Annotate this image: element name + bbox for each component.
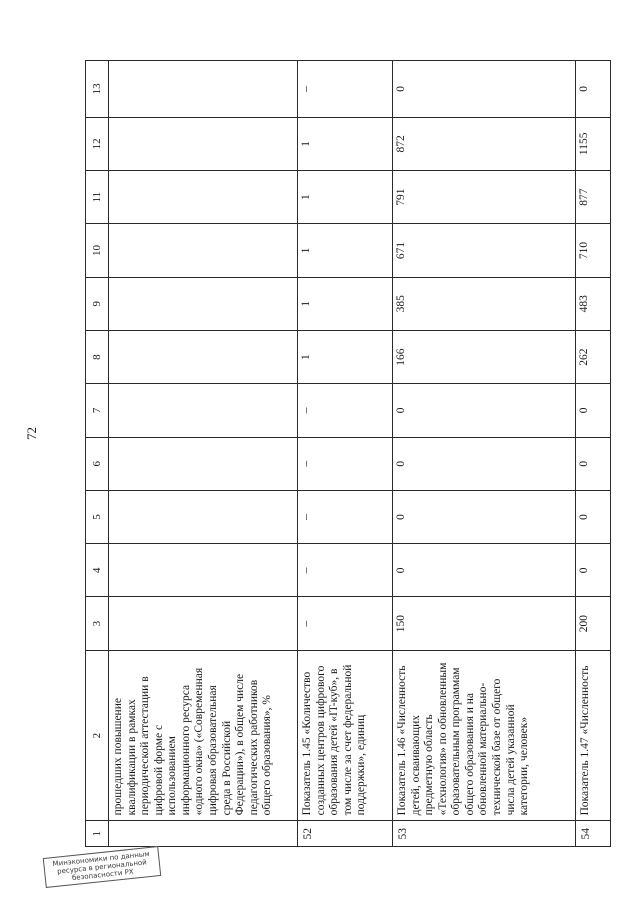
header-cell: 13	[86, 61, 109, 118]
indicator-description: Показатель 1.47 «Численность	[576, 650, 611, 821]
value-cell: 1	[298, 330, 393, 383]
header-cell: 11	[86, 170, 109, 223]
value-cell: 791	[393, 170, 576, 223]
header-cell: 6	[86, 437, 109, 490]
value-cell: 150	[393, 597, 576, 650]
value-cell: 200	[576, 597, 611, 650]
value-cell: 872	[393, 117, 576, 170]
header-cell: 1	[86, 821, 109, 847]
value-cell: –	[298, 544, 393, 597]
page-number: 72	[24, 427, 39, 440]
header-cell: 5	[86, 490, 109, 543]
value-cell: 1	[298, 117, 393, 170]
value-cell: 483	[576, 277, 611, 330]
value-cell: 0	[576, 437, 611, 490]
value-cell: 0	[576, 61, 611, 118]
value-cell: 0	[393, 544, 576, 597]
value-cell	[109, 224, 298, 277]
header-cell: 3	[86, 597, 109, 650]
value-cell	[109, 170, 298, 223]
value-cell: 710	[576, 224, 611, 277]
header-cell: 10	[86, 224, 109, 277]
value-cell: –	[298, 597, 393, 650]
value-cell: 1	[298, 277, 393, 330]
value-cell: 1	[298, 170, 393, 223]
value-cell: –	[298, 437, 393, 490]
value-cell	[109, 330, 298, 383]
value-cell: 0	[393, 61, 576, 118]
value-cell	[109, 597, 298, 650]
table-row	[393, 61, 576, 847]
header-cell: 12	[86, 117, 109, 170]
value-cell: 1155	[576, 117, 611, 170]
value-cell: 0	[576, 384, 611, 437]
value-cell: 262	[576, 330, 611, 383]
value-cell: –	[298, 61, 393, 118]
value-cell: –	[298, 490, 393, 543]
header-cell: 2	[86, 650, 109, 821]
value-cell	[109, 117, 298, 170]
value-cell	[109, 277, 298, 330]
value-cell	[109, 490, 298, 543]
value-cell: 1	[298, 224, 393, 277]
value-cell: 0	[393, 490, 576, 543]
value-cell	[109, 544, 298, 597]
value-cell: 0	[576, 544, 611, 597]
table-row	[298, 61, 393, 847]
row-number: 53	[393, 821, 576, 847]
header-cell: 4	[86, 544, 109, 597]
value-cell: 0	[393, 384, 576, 437]
header-cell: 7	[86, 384, 109, 437]
rotated-table-container	[85, 60, 592, 847]
indicator-description: Показатель 1.45 «Количество созданных центров цифрового образования детей «IT-куб», в том числе за счет федеральной поддержки», единиц	[298, 650, 393, 821]
value-cell: –	[298, 384, 393, 437]
value-cell: 0	[393, 437, 576, 490]
value-cell: 166	[393, 330, 576, 383]
value-cell: 385	[393, 277, 576, 330]
registry-stamp: Минэкономики по данным ресурса в региональной безопасности РХ	[43, 846, 162, 888]
row-number: 52	[298, 821, 393, 847]
table-header-row	[86, 61, 109, 847]
value-cell: 877	[576, 170, 611, 223]
indicator-description: прошедших повышение квалификации в рамках периодической аттестации в цифровой форме с использованием информационного ресурса «одного окна» («Современная цифровая образовательная среда в Российской Федерации»), в общем числе педагогических работников общего образования», %	[109, 650, 298, 821]
indicators-table	[85, 60, 611, 847]
value-cell	[109, 384, 298, 437]
header-cell: 9	[86, 277, 109, 330]
table-row	[576, 61, 611, 847]
header-cell: 8	[86, 330, 109, 383]
value-cell	[109, 61, 298, 118]
value-cell	[109, 437, 298, 490]
row-number: 54	[576, 821, 611, 847]
table-row	[109, 61, 298, 847]
row-number	[109, 821, 298, 847]
document-sheet	[85, 60, 592, 847]
value-cell: 0	[576, 490, 611, 543]
indicator-description: Показатель 1.46 «Численность детей, осваивающих предметную область «Технология» по обновленным образовательным программам общего образования и на обновленной материально-технической базе от общего числа детей указанной категории, человек»	[393, 650, 576, 821]
value-cell: 671	[393, 224, 576, 277]
